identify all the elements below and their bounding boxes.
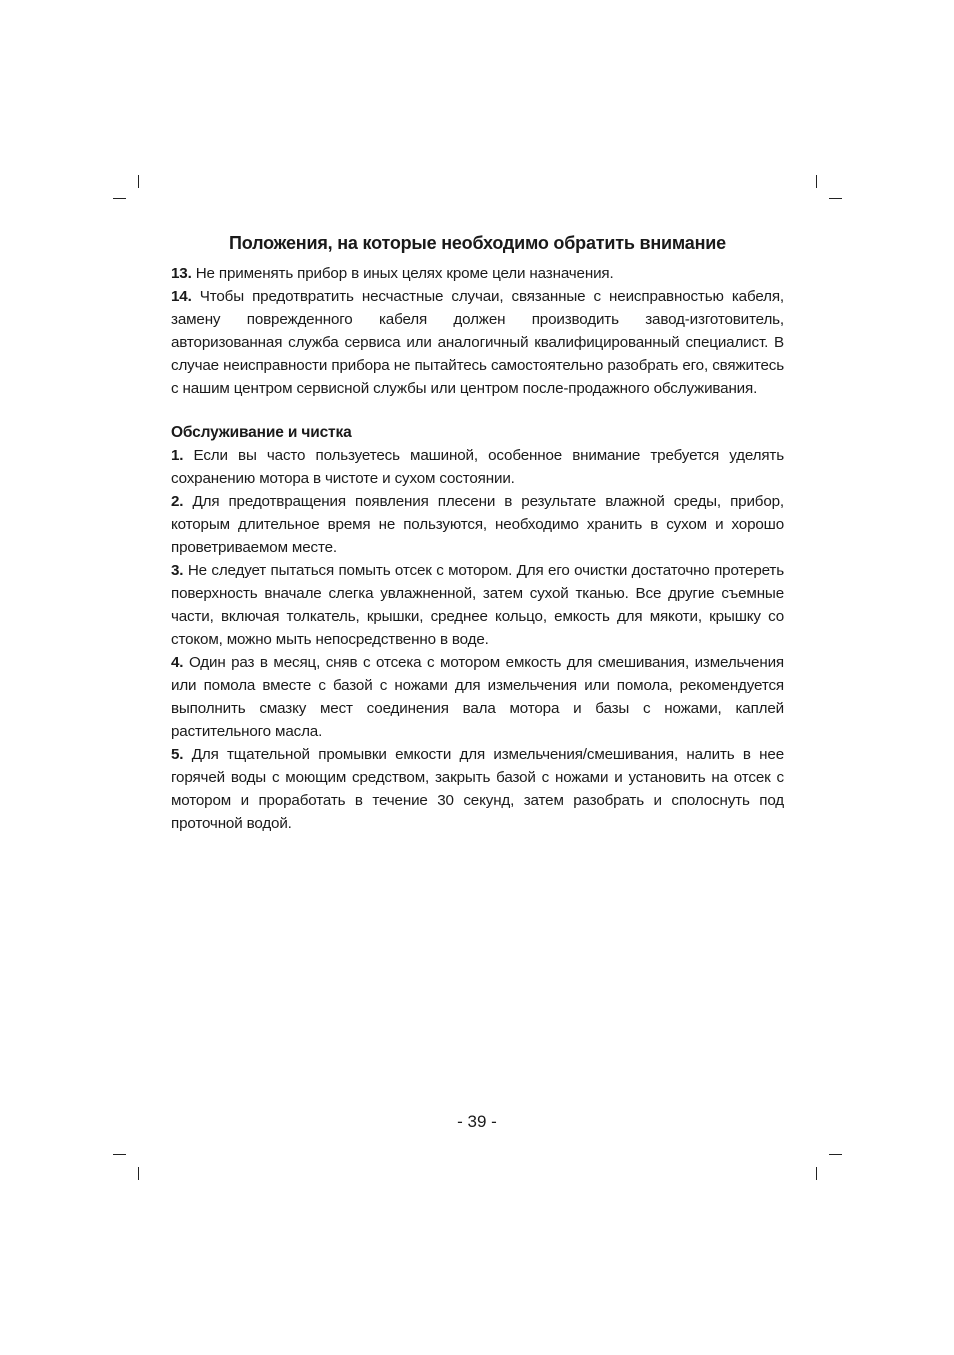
item-text: Не применять прибор в иных целях кроме цели назначения. (191, 265, 614, 282)
item-text: Для предотвращения появления плесени в результате влажной среды, прибор, которым длительное время не пользуются, необходимо хранить в сухом и хорошо проветриваемом месте. (171, 493, 784, 556)
item-text: Не следует пытаться помыть отсек с мотором. Для его очистки достаточно протереть поверхность вначале слегка увлажненной, затем сухой тканью. Все другие съемные части, включая толкатель, крышки, среднее кольцо, емкость для мякоти, крышку со стоком, можно мыть непосредственно в воде. (171, 562, 784, 648)
item-text: Один раз в месяц, сняв с отсека с мотором емкость для смешивания, измельчения или помола вместе с базой с ножами для измельчения или помола, рекомендуется выполнить смазку мест соединения вала мотора и базы с ножами, каплей растительного масла. (171, 654, 784, 740)
section-title-maintenance: Обслуживание и чистка (171, 424, 352, 441)
crop-mark-bottom-right-horizontal (829, 1154, 842, 1155)
crop-mark-bottom-left-horizontal (113, 1154, 126, 1155)
item-number: 3. (171, 562, 184, 579)
item-number: 14. (171, 288, 192, 305)
item-text: Для тщательной промывки емкости для измельчения/смешивания, налить в нее горячей воды с моющим средством, закрыть базой с ножами и установить на отсек с мотором и проработать в течение 30 секунд, затем разобрать и сполоснуть под проточной водой. (171, 746, 784, 832)
maintenance-item-1 (171, 444, 784, 490)
item-text: Чтобы предотвратить несчастные случаи, связанные с неисправностью кабеля, замену поврежденного кабеля должен производить завод-изготовитель, авторизованная служба сервиса или аналогичный квалифицированный специалист. В случае неисправности прибора не пытайтесь самостоятельно разобрать его, свяжитесь с нашим центром сервисной службы или центром после-продажного обслуживания. (171, 288, 784, 397)
item-number: 4. (171, 654, 184, 671)
crop-mark-bottom-left-vertical (138, 1167, 139, 1180)
crop-mark-top-left-vertical (138, 175, 139, 188)
item-14 (171, 285, 784, 400)
page-number: - 39 - (457, 1112, 497, 1131)
section-title-precautions: Положения, на которые необходимо обратить внимание (229, 233, 726, 253)
crop-mark-bottom-right-vertical (816, 1167, 817, 1180)
item-number: 1. (171, 447, 184, 464)
maintenance-item-5 (171, 743, 784, 835)
item-number: 2. (171, 493, 184, 510)
crop-mark-top-right-horizontal (829, 198, 842, 199)
item-number: 5. (171, 746, 184, 763)
item-13 (171, 262, 784, 285)
crop-mark-top-right-vertical (816, 175, 817, 188)
page-content (171, 231, 784, 835)
maintenance-item-3 (171, 559, 784, 651)
maintenance-item-4 (171, 651, 784, 743)
item-number: 13. (171, 265, 192, 282)
maintenance-item-2 (171, 490, 784, 559)
crop-mark-top-left-horizontal (113, 198, 126, 199)
item-text: Если вы часто пользуетесь машиной, особенное внимание требуется уделять сохранению мотора в чистоте и сухом состоянии. (171, 447, 784, 487)
